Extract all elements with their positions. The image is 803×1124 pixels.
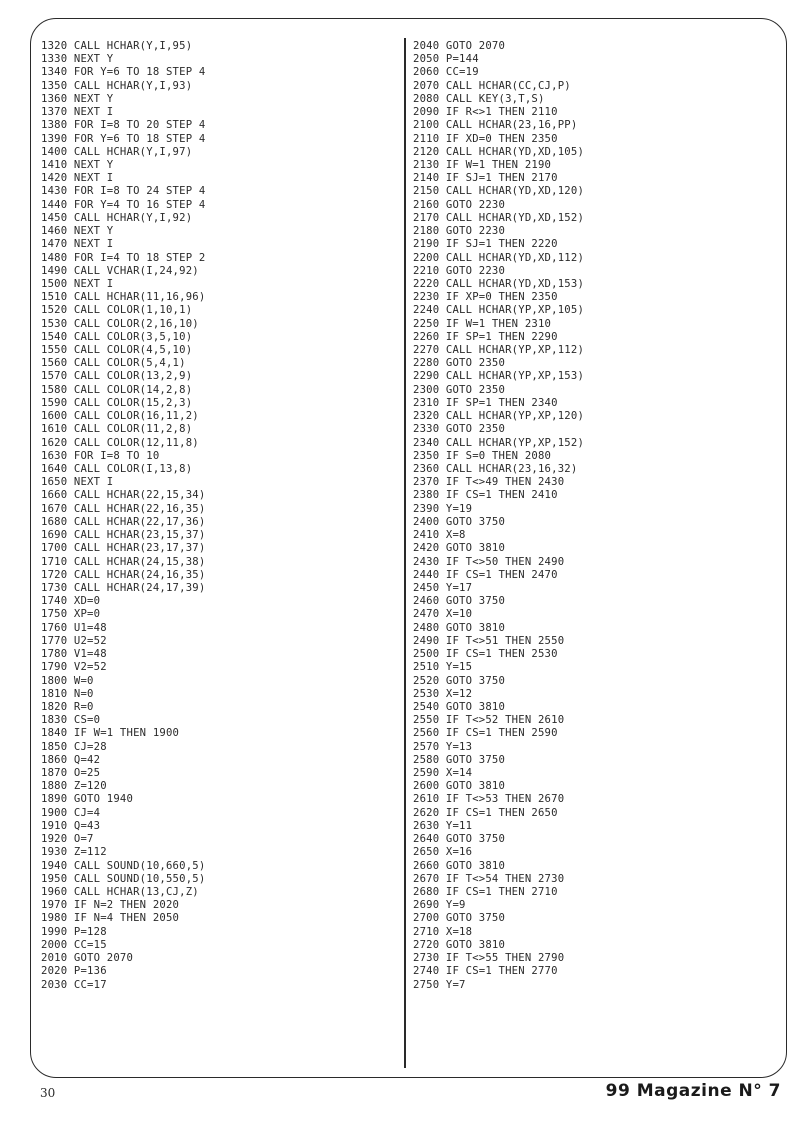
code-line: 1820 R=0 (41, 700, 94, 713)
code-line: 1940 CALL SOUND(10,660,5) (41, 859, 206, 872)
code-line: 1680 CALL HCHAR(22,17,36) (41, 515, 206, 528)
code-line: 1950 CALL SOUND(10,550,5) (41, 872, 206, 885)
column-divider (404, 38, 406, 1068)
code-line: 1460 NEXT Y (41, 225, 114, 238)
code-line: 1550 CALL COLOR(4,5,10) (41, 344, 193, 357)
code-line: 2480 GOTO 3810 (413, 621, 506, 634)
code-line: 1410 NEXT Y (41, 158, 114, 171)
code-line: 2290 CALL HCHAR(YP,XP,153) (413, 370, 585, 383)
code-line: 2660 GOTO 3810 (413, 859, 506, 872)
code-line: 1430 FOR I=8 TO 24 STEP 4 (41, 185, 206, 198)
code-line: 1610 CALL COLOR(11,2,8) (41, 423, 193, 436)
code-line: 2630 Y=11 (413, 819, 473, 832)
code-line: 2700 GOTO 3750 (413, 912, 506, 925)
code-line: 1920 O=7 (41, 833, 94, 846)
code-line: 2230 IF XP=0 THEN 2350 (413, 291, 558, 304)
code-line: 1370 NEXT I (41, 106, 114, 119)
code-line: 2410 X=8 (413, 529, 466, 542)
code-line: 1860 Q=42 (41, 753, 101, 766)
code-line: 2270 CALL HCHAR(YP,XP,112) (413, 344, 585, 357)
code-line: 1660 CALL HCHAR(22,15,34) (41, 489, 206, 502)
code-line: 1780 V1=48 (41, 648, 107, 661)
code-line: 1570 CALL COLOR(13,2,9) (41, 370, 193, 383)
code-line: 1440 FOR Y=4 TO 16 STEP 4 (41, 198, 206, 211)
code-line: 1730 CALL HCHAR(24,17,39) (41, 581, 206, 594)
code-line: 1560 CALL COLOR(5,4,1) (41, 357, 186, 370)
code-line: 2370 IF T<>49 THEN 2430 (413, 476, 565, 489)
code-line: 2050 P=144 (413, 53, 479, 66)
code-line: 1480 FOR I=4 TO 18 STEP 2 (41, 251, 206, 264)
code-line: 2300 GOTO 2350 (413, 383, 506, 396)
code-line: 2710 X=18 (413, 925, 473, 938)
code-line: 2100 CALL HCHAR(23,16,PP) (413, 119, 578, 132)
code-line: 1470 NEXT I (41, 238, 114, 251)
code-line: 2690 Y=9 (413, 899, 466, 912)
code-line: 2490 IF T<>51 THEN 2550 (413, 634, 565, 647)
code-line: 1510 CALL HCHAR(11,16,96) (41, 291, 206, 304)
code-line: 1900 CJ=4 (41, 806, 101, 819)
code-line: 2020 P=136 (41, 965, 107, 978)
code-listing-left-column (41, 40, 205, 992)
code-line: 2540 GOTO 3810 (413, 700, 506, 713)
code-line: 1840 IF W=1 THEN 1900 (41, 727, 180, 740)
code-line: 2240 CALL HCHAR(YP,XP,105) (413, 304, 585, 317)
page-number: 30 (40, 1086, 56, 1100)
code-line: 2120 CALL HCHAR(YD,XD,105) (413, 145, 585, 158)
code-line: 2680 IF CS=1 THEN 2710 (413, 886, 558, 898)
code-line: 2440 IF CS=1 THEN 2470 (413, 568, 558, 581)
code-line: 2090 IF R<>1 THEN 2110 (413, 106, 558, 119)
code-line: 1490 CALL VCHAR(I,24,92) (41, 264, 199, 277)
code-line: 2460 GOTO 3750 (413, 595, 506, 608)
code-line: 1600 CALL COLOR(16,11,2) (41, 410, 199, 423)
code-line: 1930 Z=112 (41, 846, 107, 859)
code-listing-right-column (413, 40, 584, 992)
code-line: 1520 CALL COLOR(1,10,1) (41, 304, 193, 317)
code-line: 2330 GOTO 2350 (413, 423, 506, 436)
code-line: 2190 IF SJ=1 THEN 2220 (413, 238, 558, 251)
code-line: 2670 IF T<>54 THEN 2730 (413, 872, 565, 885)
code-line: 1320 CALL HCHAR(Y,I,95) (41, 40, 193, 52)
code-line: 2510 Y=15 (413, 661, 473, 674)
code-line: 2000 CC=15 (41, 938, 107, 951)
code-line: 2470 X=10 (413, 608, 473, 621)
code-line: 2650 X=16 (413, 846, 473, 859)
code-line: 1720 CALL HCHAR(24,16,35) (41, 568, 206, 581)
code-line: 1980 IF N=4 THEN 2050 (41, 912, 180, 925)
code-line: 1620 CALL COLOR(12,11,8) (41, 436, 199, 449)
code-line: 1990 P=128 (41, 925, 107, 938)
code-line: 2600 GOTO 3810 (413, 780, 506, 793)
code-line: 1360 NEXT Y (41, 92, 114, 105)
code-line: 1790 V2=52 (41, 661, 107, 674)
code-line: 1530 CALL COLOR(2,16,10) (41, 317, 199, 330)
code-line: 1760 U1=48 (41, 621, 107, 634)
code-line: 1540 CALL COLOR(3,5,10) (41, 330, 193, 343)
code-line: 2360 CALL HCHAR(23,16,32) (413, 463, 578, 475)
code-line: 1390 FOR Y=6 TO 18 STEP 4 (41, 132, 206, 145)
code-line: 2400 GOTO 3750 (413, 515, 506, 528)
code-line: 2570 Y=13 (413, 740, 473, 753)
code-line: 2640 GOTO 3750 (413, 833, 506, 846)
code-line: 1770 U2=52 (41, 634, 107, 647)
code-line: 1350 CALL HCHAR(Y,I,93) (41, 79, 193, 92)
code-line: 2620 IF CS=1 THEN 2650 (413, 806, 558, 819)
code-line: 2060 CC=19 (413, 66, 479, 79)
code-line: 1330 NEXT Y (41, 53, 114, 66)
code-line: 2130 IF W=1 THEN 2190 (413, 158, 552, 171)
code-line: 1630 FOR I=8 TO 10 (41, 449, 160, 462)
code-line: 2260 IF SP=1 THEN 2290 (413, 330, 558, 343)
code-line: 2580 GOTO 3750 (413, 753, 506, 766)
code-line: 1580 CALL COLOR(14,2,8) (41, 383, 193, 396)
code-line: 1880 Z=120 (41, 780, 107, 793)
code-line: 2730 IF T<>55 THEN 2790 (413, 952, 565, 965)
code-line: 1890 GOTO 1940 (41, 793, 134, 806)
code-line: 2560 IF CS=1 THEN 2590 (413, 727, 558, 740)
code-line: 2070 CALL HCHAR(CC,CJ,P) (413, 79, 571, 92)
code-line: 2550 IF T<>52 THEN 2610 (413, 714, 565, 727)
code-line: 1690 CALL HCHAR(23,15,37) (41, 529, 206, 542)
code-line: 2750 Y=7 (413, 978, 466, 991)
code-line: 2160 GOTO 2230 (413, 198, 506, 211)
code-line: 2170 CALL HCHAR(YD,XD,152) (413, 211, 585, 224)
code-line: 1590 CALL COLOR(15,2,3) (41, 396, 193, 409)
code-line: 2520 GOTO 3750 (413, 674, 506, 687)
code-line: 1400 CALL HCHAR(Y,I,97) (41, 145, 193, 158)
code-line: 2220 CALL HCHAR(YD,XD,153) (413, 277, 585, 290)
code-line: 1750 XP=0 (41, 608, 101, 621)
code-line: 1380 FOR I=8 TO 20 STEP 4 (41, 119, 206, 132)
code-line: 1870 O=25 (41, 767, 101, 780)
code-line: 2420 GOTO 3810 (413, 542, 506, 555)
code-line: 2500 IF CS=1 THEN 2530 (413, 648, 558, 661)
code-line: 2110 IF XD=0 THEN 2350 (413, 132, 558, 145)
code-line: 2320 CALL HCHAR(YP,XP,120) (413, 410, 585, 423)
code-line: 2210 GOTO 2230 (413, 264, 506, 277)
code-line: 1650 NEXT I (41, 476, 114, 489)
code-line: 1960 CALL HCHAR(13,CJ,Z) (41, 886, 199, 898)
code-line: 2010 GOTO 2070 (41, 952, 134, 965)
code-line: 1420 NEXT I (41, 172, 114, 185)
code-line: 2280 GOTO 2350 (413, 357, 506, 370)
code-line: 2430 IF T<>50 THEN 2490 (413, 555, 565, 568)
code-line: 2450 Y=17 (413, 581, 473, 594)
code-line: 2590 X=14 (413, 767, 473, 780)
code-line: 1500 NEXT I (41, 277, 114, 290)
code-line: 2150 CALL HCHAR(YD,XD,120) (413, 185, 585, 198)
code-line: 1710 CALL HCHAR(24,15,38) (41, 555, 206, 568)
code-line: 1640 CALL COLOR(I,13,8) (41, 463, 193, 475)
code-line: 1340 FOR Y=6 TO 18 STEP 4 (41, 66, 206, 79)
code-line: 2140 IF SJ=1 THEN 2170 (413, 172, 558, 185)
code-line: 2350 IF S=0 THEN 2080 (413, 449, 552, 462)
code-line: 2080 CALL KEY(3,T,S) (413, 92, 545, 105)
code-line: 2250 IF W=1 THEN 2310 (413, 317, 552, 330)
code-line: 2720 GOTO 3810 (413, 938, 506, 951)
code-line: 2180 GOTO 2230 (413, 225, 506, 238)
code-line: 2030 CC=17 (41, 978, 107, 991)
code-line: 2200 CALL HCHAR(YD,XD,112) (413, 251, 585, 264)
code-line: 2380 IF CS=1 THEN 2410 (413, 489, 558, 502)
code-line: 2340 CALL HCHAR(YP,XP,152) (413, 436, 585, 449)
code-line: 2610 IF T<>53 THEN 2670 (413, 793, 565, 806)
code-line: 1670 CALL HCHAR(22,16,35) (41, 502, 206, 515)
code-line: 1740 XD=0 (41, 595, 101, 608)
code-line: 1850 CJ=28 (41, 740, 107, 753)
code-line: 2390 Y=19 (413, 502, 473, 515)
code-line: 1800 W=0 (41, 674, 94, 687)
code-line: 1970 IF N=2 THEN 2020 (41, 899, 180, 912)
magazine-title: 99 Magazine N° 7 (605, 1081, 781, 1101)
code-line: 1700 CALL HCHAR(23,17,37) (41, 542, 206, 555)
code-line: 2310 IF SP=1 THEN 2340 (413, 396, 558, 409)
code-line: 1450 CALL HCHAR(Y,I,92) (41, 211, 193, 224)
code-line: 2040 GOTO 2070 (413, 40, 506, 52)
code-line: 2530 X=12 (413, 687, 473, 700)
code-line: 2740 IF CS=1 THEN 2770 (413, 965, 558, 978)
code-line: 1810 N=0 (41, 687, 94, 700)
code-line: 1910 Q=43 (41, 819, 101, 832)
code-line: 1830 CS=0 (41, 714, 101, 727)
